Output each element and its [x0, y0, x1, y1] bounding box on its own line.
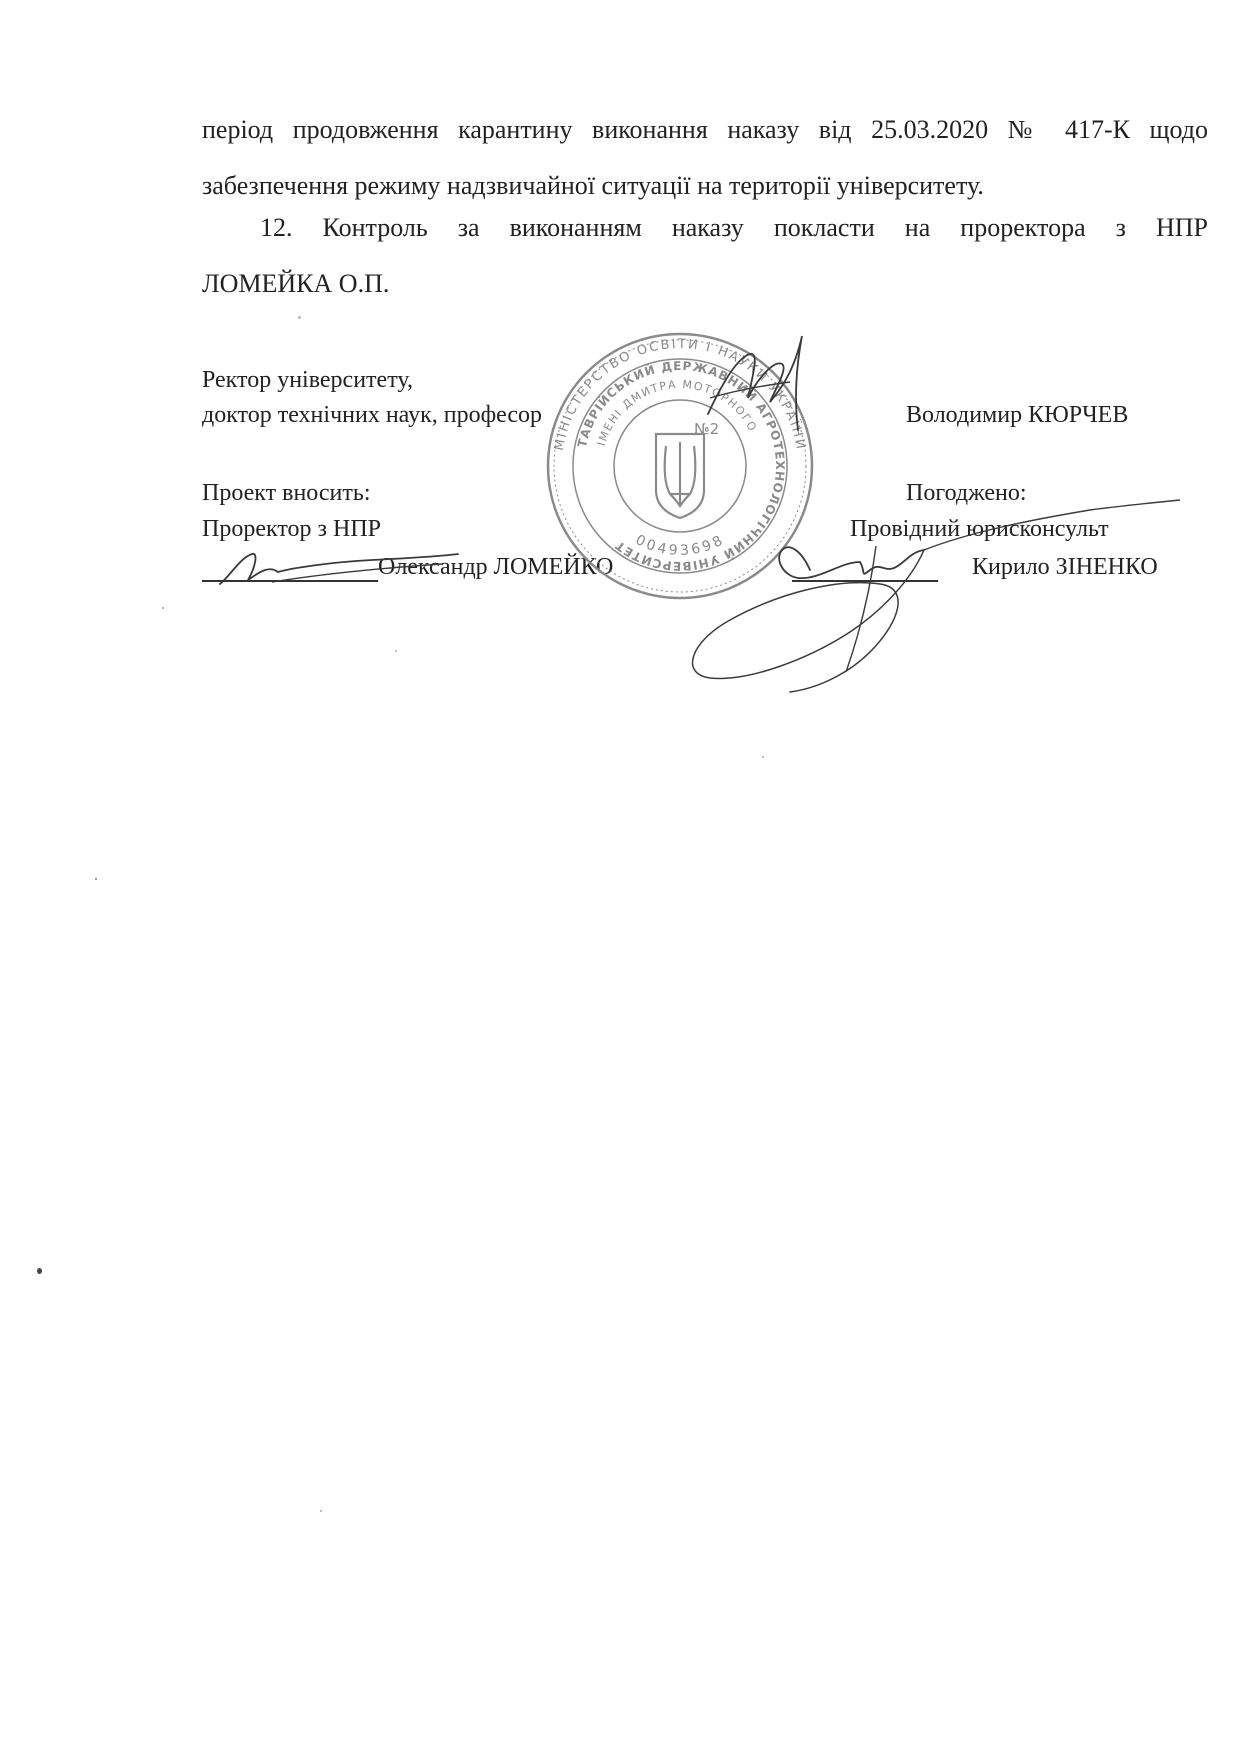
stamp-number: №2: [694, 420, 720, 438]
submitted-name: Олександр ЛОМЕЙКО: [378, 554, 614, 580]
stamp-code: 00493698: [632, 531, 728, 560]
stamp-outer-text: МІНІСТЕРСТВО ОСВІТИ І НАУКИ УКРАЇНИ: [551, 336, 809, 452]
paragraph-line: забезпечення режиму надзвичайної ситуації на території університету.: [202, 171, 984, 200]
paragraph-line: період продовження карантину виконання наказу від 25.03.2020 № 417-К щодо: [202, 115, 1208, 144]
stamp-sub-text: ІМЕНІ ДМИТРА МОТОРНОГО: [594, 377, 760, 448]
agreed-position: Провідний юрисконсульт: [850, 516, 1109, 542]
stamp-inner-text: ТАВРІЙСЬКИЙ ДЕРЖАВНИЙ АГРОТЕХНОЛОГІЧНИЙ УНІВЕРСИТЕТ: [574, 358, 788, 574]
scan-speck: [320, 1510, 322, 1512]
trident-emblem-icon: [656, 434, 704, 518]
signature-line-submitted: [202, 580, 378, 582]
scan-speck: [95, 878, 97, 880]
scan-speck: [762, 756, 764, 758]
scan-speck: [395, 650, 397, 652]
scan-speck: [298, 316, 301, 319]
submitted-label: Проект вносить:: [202, 480, 371, 506]
rector-title-line1: Ректор університету,: [202, 367, 413, 393]
agreed-label: Погоджено:: [906, 480, 1027, 506]
scan-speck: [162, 607, 164, 609]
paragraph-quarantine-continuation: [202, 102, 1208, 214]
paragraph-item-12: [202, 200, 1208, 312]
university-seal-stamp: [544, 330, 816, 602]
paragraph-line: ЛОМЕЙКА О.П.: [202, 269, 390, 298]
agreed-name: Кирило ЗІНЕНКО: [972, 554, 1158, 580]
paragraph-line: 12. Контроль за виконанням наказу покласти на проректора з НПР: [260, 213, 1208, 242]
submitted-position: Проректор з НПР: [202, 516, 381, 542]
scan-speck: [37, 1268, 42, 1274]
rector-name: Володимир КЮРЧЕВ: [906, 402, 1129, 428]
rector-title-line2: доктор технічних наук, професор: [202, 402, 543, 428]
